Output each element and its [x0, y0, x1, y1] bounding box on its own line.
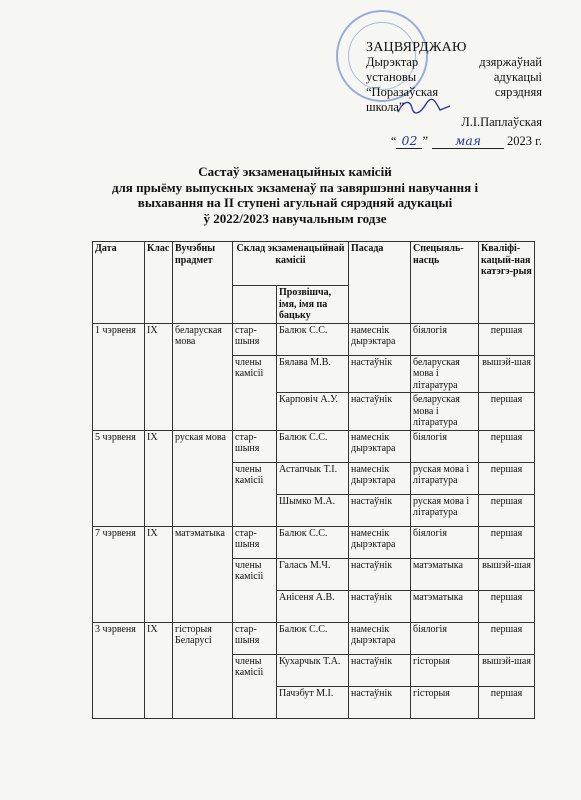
exam-subject: беларуская мова [173, 323, 233, 430]
table-row [93, 526, 535, 558]
member-specialty: біялогія [411, 526, 479, 558]
header-subject: Вучэбны прадмет [173, 242, 233, 324]
member-role: члены камісіі [233, 558, 277, 622]
exam-subject: руская мова [173, 430, 233, 526]
member-role: стар-шыня [233, 622, 277, 654]
member-category: вышэй-шая [479, 558, 535, 590]
member-name: Галась М.Ч. [277, 558, 349, 590]
member-specialty: біялогія [411, 323, 479, 355]
member-name: Астапчык Т.І. [277, 462, 349, 494]
title-line: выхавання на ІІ ступені агульнай сярэдняй адукацыі [137, 195, 453, 210]
approval-text: “Поразаўская [366, 85, 439, 99]
member-role: стар-шыня [233, 323, 277, 355]
approval-text: адукацыі [493, 70, 542, 84]
exam-subject: матэматыка [173, 526, 233, 622]
member-position: настаўнік [349, 355, 411, 393]
approval-text: дзяржаўнай [479, 55, 542, 69]
member-position: настаўнік [349, 558, 411, 590]
member-name: Шымко М.А. [277, 494, 349, 526]
header-role [233, 286, 277, 324]
member-role: стар-шыня [233, 430, 277, 462]
table-row [93, 323, 535, 355]
header-composition: Склад экзаменацыйнай камісіі [233, 242, 349, 286]
member-name: Кухарчык Т.А. [277, 654, 349, 686]
date-month: мая [432, 133, 504, 149]
member-position: настаўнік [349, 590, 411, 622]
member-name: Балюк С.С. [277, 430, 349, 462]
header-specialty: Спецыяль-насць [411, 242, 479, 324]
member-category: першая [479, 526, 535, 558]
member-position: настаўнік [349, 654, 411, 686]
member-specialty: беларуская мова і літаратура [411, 393, 479, 431]
approval-text: Дырэктар [366, 55, 419, 69]
member-name: Анісеня А.В. [277, 590, 349, 622]
approval-text: сярэдняя [494, 85, 542, 99]
member-specialty: руская мова і літаратура [411, 494, 479, 526]
member-specialty: матэматыка [411, 590, 479, 622]
member-position: настаўнік [349, 393, 411, 431]
approval-date [366, 133, 542, 149]
header-class: Клас [145, 242, 173, 324]
member-position: настаўнік [349, 686, 411, 718]
member-position: намеснік дырэктара [349, 462, 411, 494]
member-position: намеснік дырэктара [349, 526, 411, 558]
member-role: члены камісіі [233, 654, 277, 718]
member-category: вышэй-шая [479, 654, 535, 686]
member-specialty: беларуская мова і літаратура [411, 355, 479, 393]
member-specialty: біялогія [411, 622, 479, 654]
member-name: Балюк С.С. [277, 622, 349, 654]
member-role: стар-шыня [233, 526, 277, 558]
commission-table [92, 241, 535, 719]
member-name: Карповіч А.У. [277, 393, 349, 431]
member-role: члены камісіі [233, 462, 277, 526]
member-specialty: гісторыя [411, 686, 479, 718]
member-category: першая [479, 430, 535, 462]
exam-subject: гісторыя Беларусі [173, 622, 233, 718]
table-row [93, 622, 535, 654]
approval-text: установы [366, 70, 417, 84]
member-category: першая [479, 686, 535, 718]
title-line: ў 2022/2023 навучальным годзе [203, 210, 387, 226]
title-line: для прыёму выпускных экзаменаў па завяршэнні навучання і [111, 179, 479, 195]
date-quote: “ [390, 134, 397, 148]
exam-class: ІХ [145, 323, 173, 430]
exam-date: 3 чэрвеня [93, 622, 145, 718]
member-role: члены камісіі [233, 355, 277, 430]
member-name: Бялава М.В. [277, 355, 349, 393]
exam-date: 5 чэрвеня [93, 430, 145, 526]
member-category: вышэй-шая [479, 355, 535, 393]
exam-class: ІХ [145, 526, 173, 622]
header-names: Прозвішча, імя, імя па бацьку [277, 286, 349, 324]
member-specialty: матэматыка [411, 558, 479, 590]
header-qualification: Кваліфі-кацый-ная катэгэ-рыя [479, 242, 535, 324]
member-position: намеснік дырэктара [349, 622, 411, 654]
date-day: 02 [396, 133, 422, 149]
member-specialty: руская мова і літаратура [411, 462, 479, 494]
member-specialty: гісторыя [411, 654, 479, 686]
exam-class: ІХ [145, 430, 173, 526]
exam-class: ІХ [145, 622, 173, 718]
member-name: Балюк С.С. [277, 323, 349, 355]
member-category: першая [479, 393, 535, 431]
exam-date: 7 чэрвеня [93, 526, 145, 622]
member-position: намеснік дырэктара [349, 430, 411, 462]
member-name: Балюк С.С. [277, 526, 349, 558]
exam-date: 1 чэрвеня [93, 323, 145, 430]
title-line: Састаў экзаменацыйных камісій [198, 164, 392, 179]
approval-heading: ЗАЦВЯРДЖАЮ [366, 40, 467, 55]
date-quote: ” [422, 134, 429, 148]
member-position: настаўнік [349, 494, 411, 526]
member-name: Пачэбут М.І. [277, 686, 349, 718]
header-date: Дата [93, 242, 145, 324]
member-specialty: біялогія [411, 430, 479, 462]
member-category: першая [479, 323, 535, 355]
signatory-name: Л.І.Паплаўская [461, 115, 542, 129]
approval-block [366, 40, 542, 149]
date-year: 2023 г. [507, 134, 542, 148]
member-category: першая [479, 622, 535, 654]
approval-text: школа” [366, 100, 405, 114]
member-category: першая [479, 590, 535, 622]
table-row [93, 430, 535, 462]
document-title [60, 164, 530, 226]
header-position: Пасада [349, 242, 411, 324]
member-category: першая [479, 494, 535, 526]
member-category: першая [479, 462, 535, 494]
member-position: намеснік дырэктара [349, 323, 411, 355]
